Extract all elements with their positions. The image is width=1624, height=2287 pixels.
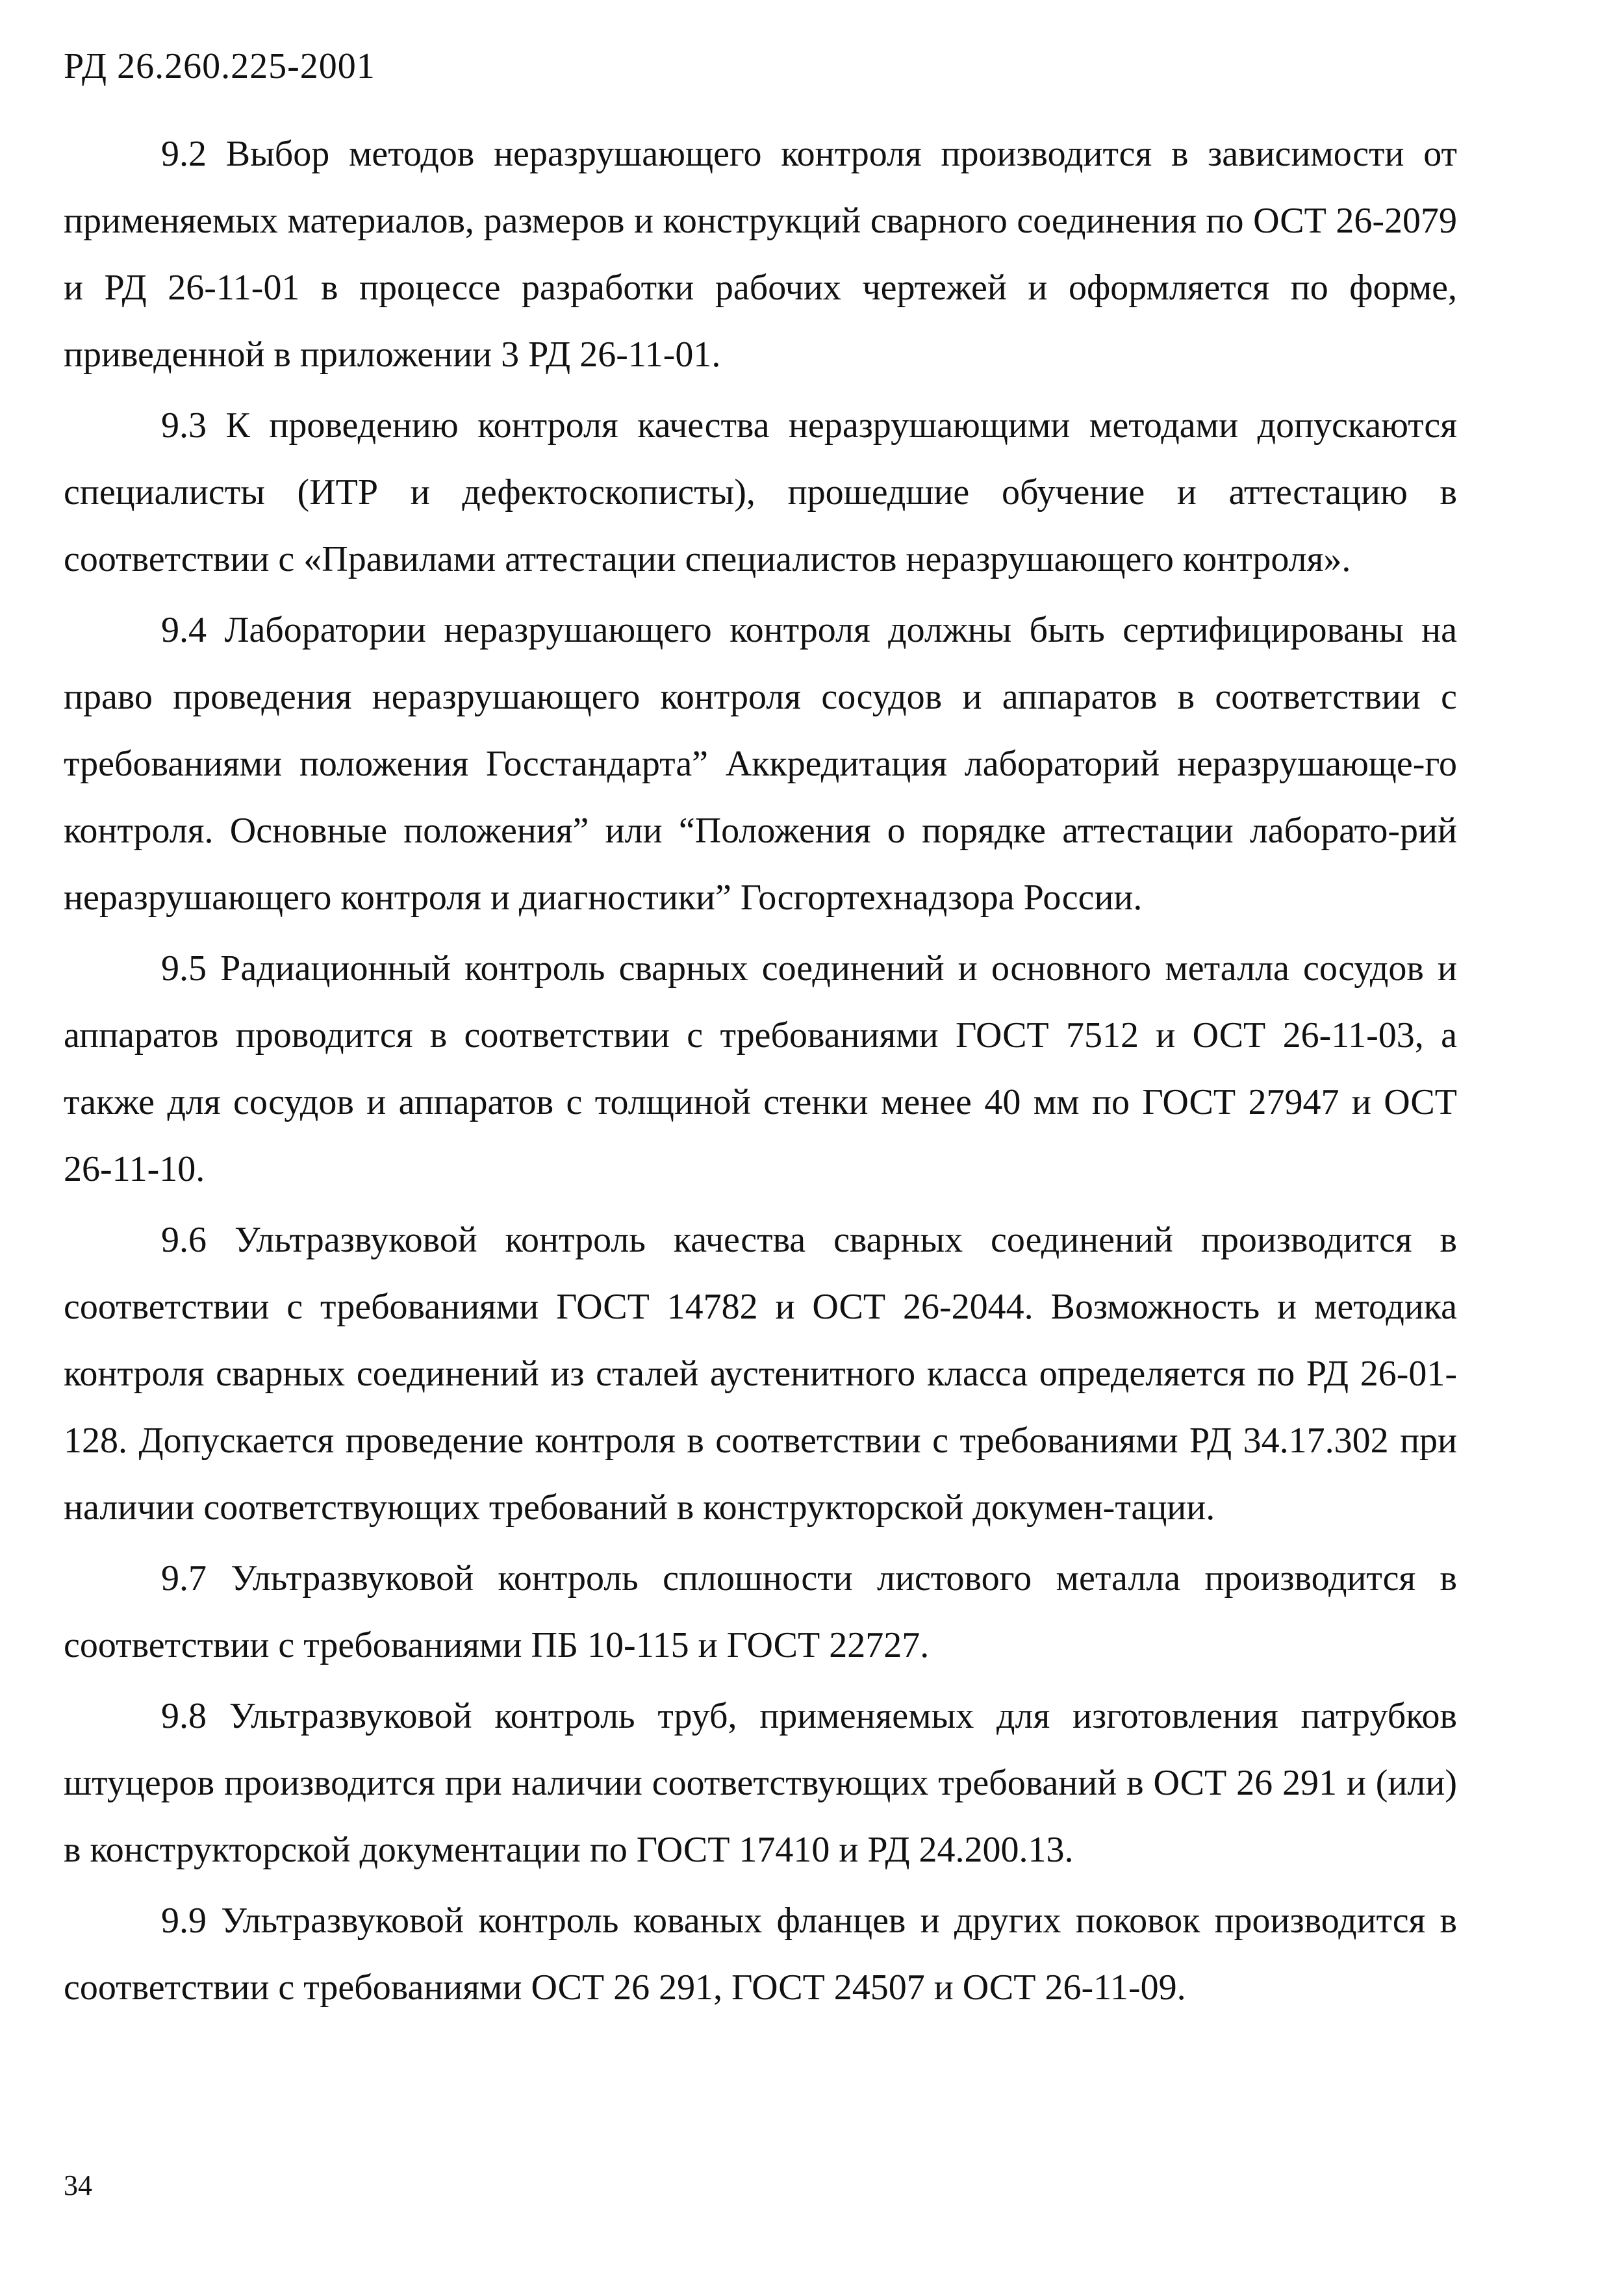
paragraph-9-5: 9.5 Радиационный контроль сварных соединений и основного металла сосудов и аппаратов проводится в соответствии с требованиями ГОСТ 7512 и ОСТ 26-11-03, а также для сосудов и аппаратов с толщиной стенки менее 40 мм по ГОСТ 27947 и ОСТ 26-11-10. bbox=[64, 948, 1457, 1189]
paragraph-9-6: 9.6 Ультразвуковой контроль качества сварных соединений производится в соответствии с требованиями ГОСТ 14782 и ОСТ 26-2044. Возможность и методика контроля сварных соединений из сталей аустенитного класса определяется по РД 26-01-128. Допускается проведение контроля в соответствии с требованиями РД 34.17.302 при наличии соответствующих требований в конструкторской докумен-тации. bbox=[64, 1220, 1457, 1528]
document-body bbox=[64, 121, 1457, 2025]
paragraph-9-4: 9.4 Лаборатории неразрушающего контроля должны быть сертифицированы на право проведения неразрушающего контроля сосудов и аппаратов в соответствии с требованиями положения Госстандарта” Аккредитация лабораторий неразрушающе-го контроля. Основные положения” или “Положения о порядке аттестации лаборато-рий неразрушающего контроля и диагностики” Госгортехнадзора России. bbox=[64, 610, 1457, 918]
paragraph-9-9: 9.9 Ультразвуковой контроль кованых фланцев и других поковок производится в соответствии с требованиями ОСТ 26 291, ГОСТ 24507 и ОСТ 26-11-09. bbox=[64, 1901, 1457, 2008]
paragraph-9-2: 9.2 Выбор методов неразрушающего контроля производится в зависимости от применяемых материалов, размеров и конструкций сварного соединения по ОСТ 26-2079 и РД 26-11-01 в процессе разработки рабочих чертежей и оформляется по форме, приведенной в приложении 3 РД 26-11-01. bbox=[64, 134, 1457, 375]
paragraph-9-3: 9.3 К проведению контроля качества неразрушающими методами допускаются специалисты (ИТР и дефектоскописты), прошедшие обучение и аттестацию в соответствии с «Правилами аттестации специалистов неразрушающего контроля». bbox=[64, 405, 1457, 579]
page-number: 34 bbox=[64, 2169, 92, 2201]
paragraph-9-7: 9.7 Ультразвуковой контроль сплошности листового металла производится в соответствии с требованиями ПБ 10-115 и ГОСТ 22727. bbox=[64, 1558, 1457, 1665]
paragraph-9-8: 9.8 Ультразвуковой контроль труб, применяемых для изготовления патрубков штуцеров производится при наличии соответствующих требований в ОСТ 26 291 и (или) в конструкторской документации по ГОСТ 17410 и РД 24.200.13. bbox=[64, 1696, 1457, 1870]
document-header: РД 26.260.225-2001 bbox=[64, 46, 375, 86]
